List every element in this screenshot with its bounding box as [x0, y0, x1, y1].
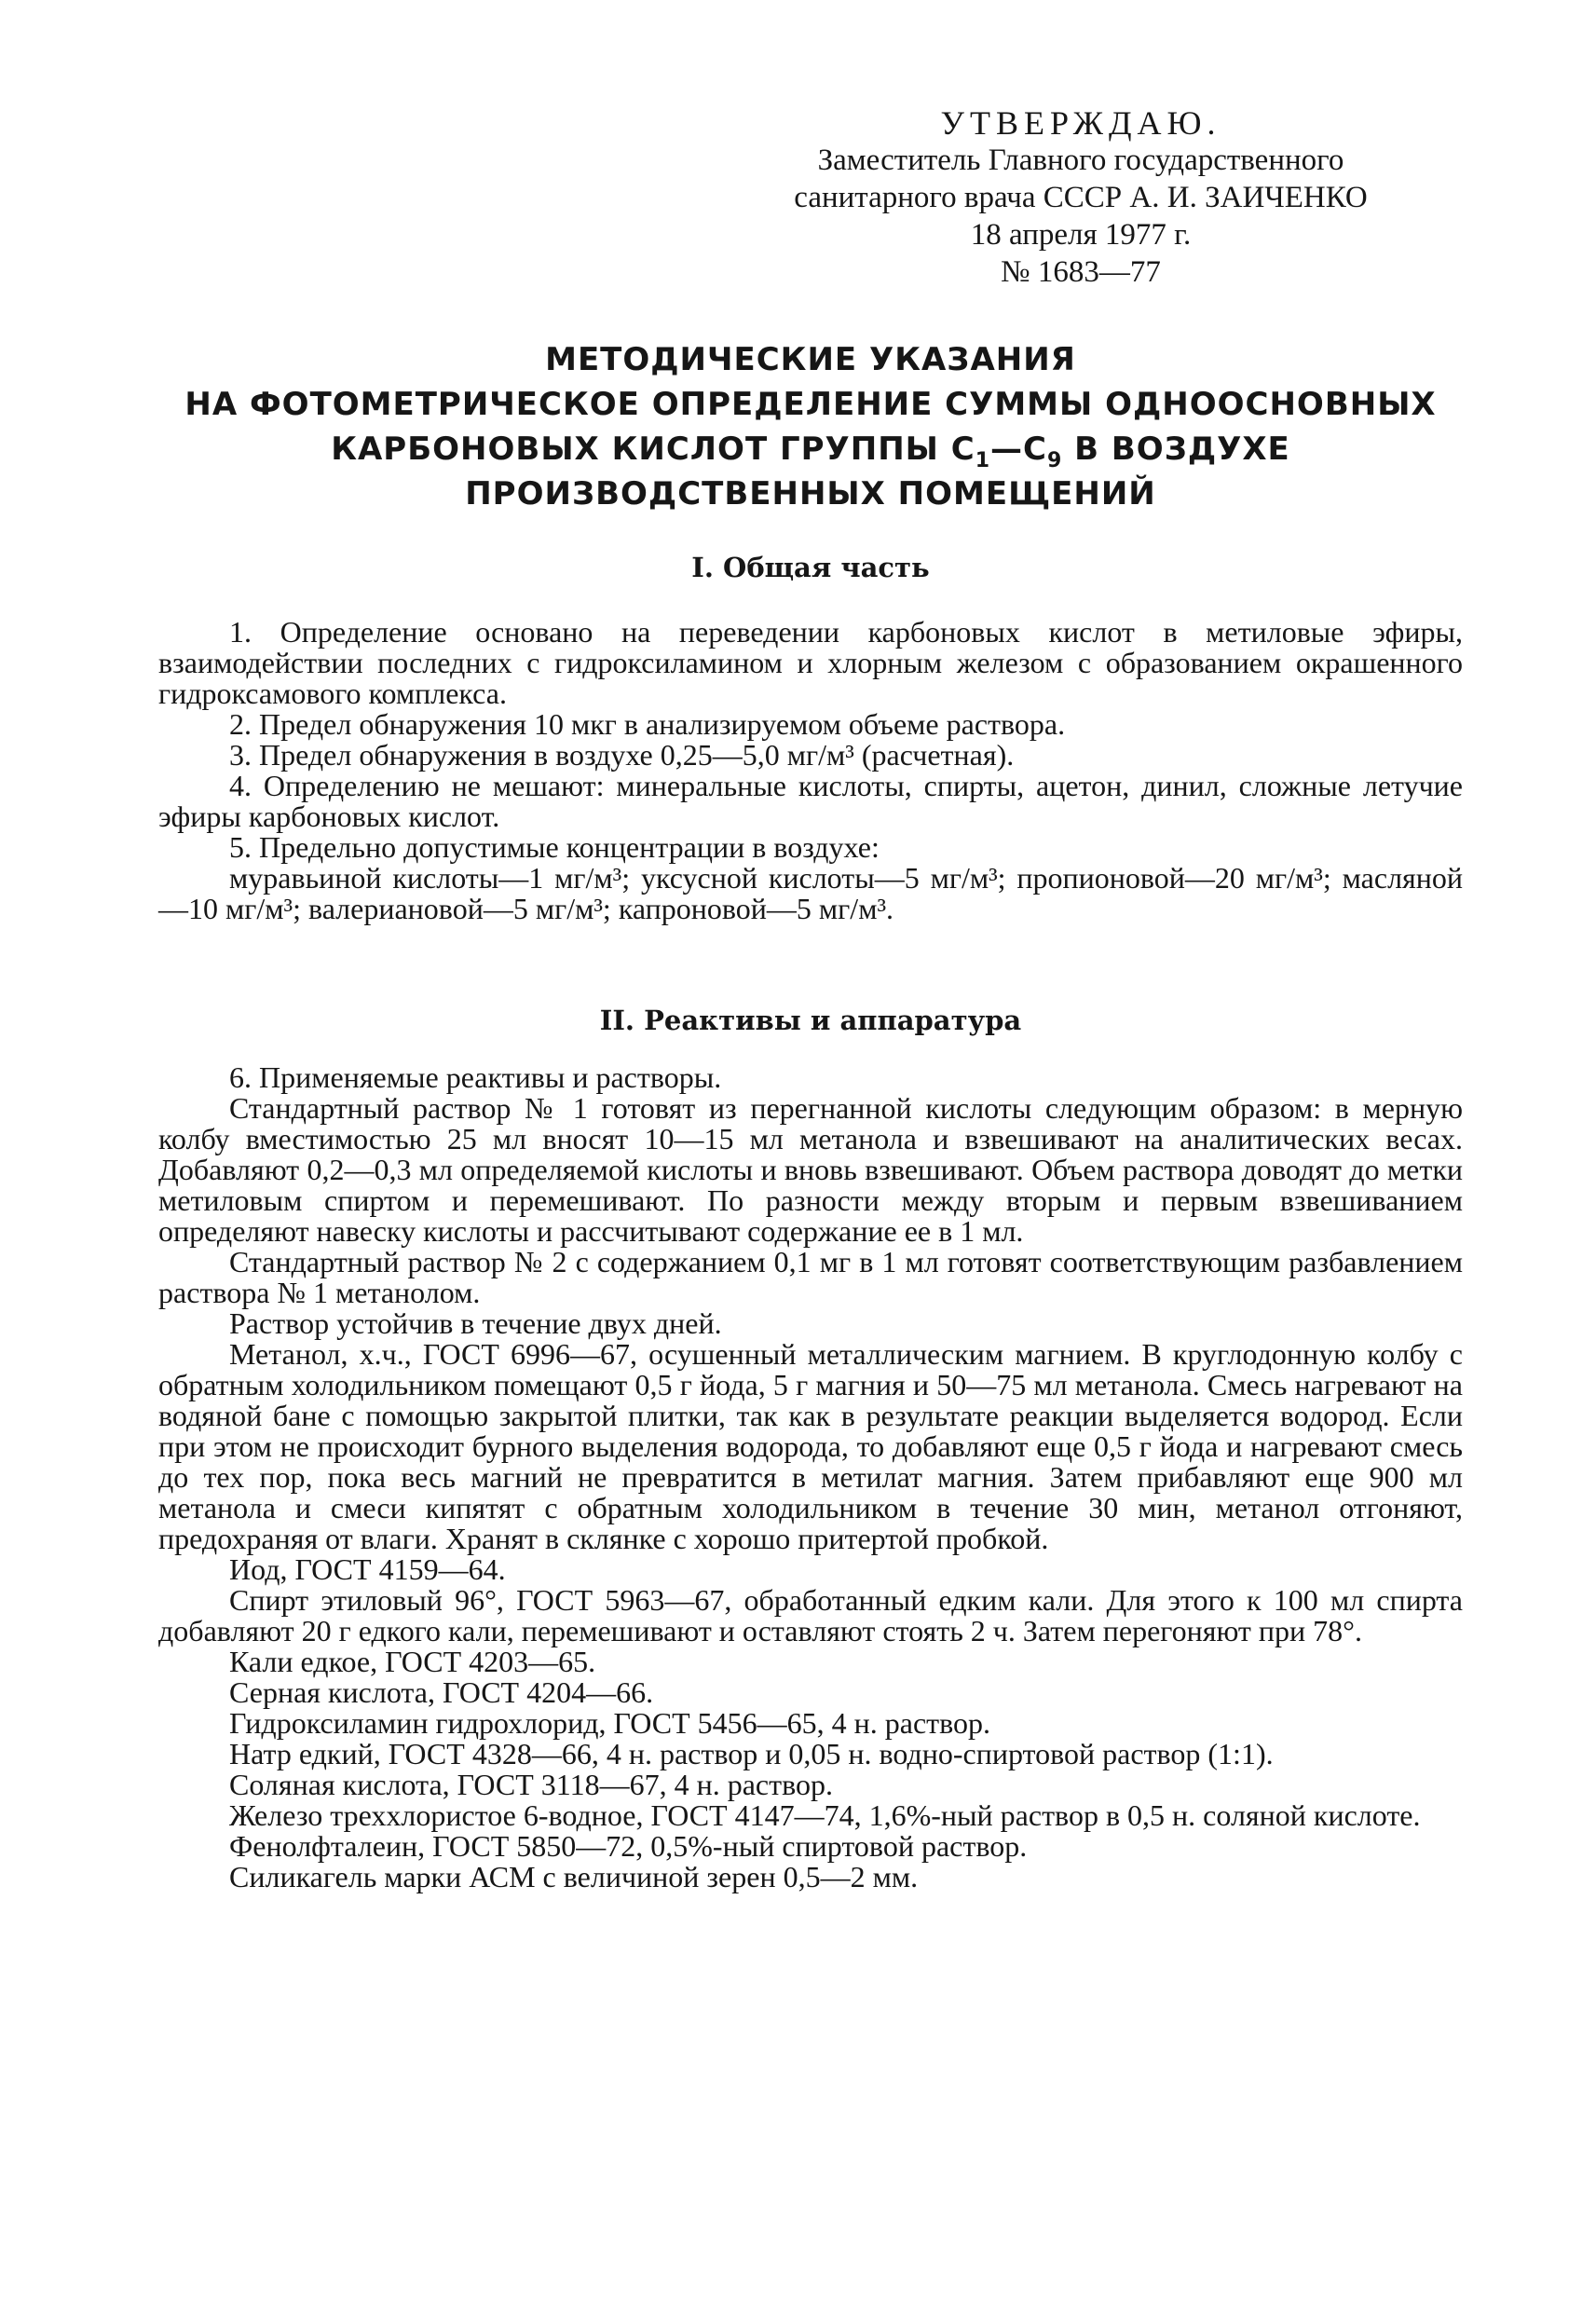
approver-position-line1: Заместитель Главного государственного: [817, 144, 1344, 177]
section-2-paragraph-12: Соляная кислота, ГОСТ 3118—67, 4 н. раствор.: [229, 1768, 833, 1801]
approval-block: [717, 104, 1444, 291]
section-2-paragraph-6: Иод, ГОСТ 4159—64.: [229, 1552, 506, 1586]
section-1-paragraph-1: 1. Определение основано на переведении карбоновых кислот в метиловые эфиры, взаимодействии последних с гидроксиламином и хлорным железом с образованием окрашенного гидроксамового комплекса.: [158, 615, 1463, 710]
section-2-paragraph-7: Спирт этиловый 96°, ГОСТ 5963—67, обработанный едким кали. Для этого к 100 мл спирта добавляют 20 г едкого кали, перемешивают и оставляют стоять 2 ч. Затем перегоняют при 78°.: [158, 1583, 1463, 1647]
approval-date: 18 апреля 1977 г.: [970, 218, 1192, 252]
section-1-paragraph-3: 3. Предел обнаружения в воздухе 0,25—5,0 мг/м³ (расчетная).: [229, 738, 1015, 772]
section-1-paragraph-2: 2. Предел обнаружения 10 мкг в анализируемом объеме раствора.: [229, 707, 1066, 741]
title-line-3-sub1: 1: [975, 448, 991, 472]
section-2-paragraph-15: Силикагель марки АСМ с величиной зерен 0,5—2 мм.: [229, 1860, 919, 1893]
title-line-4: ПРОИЗВОДСТВЕННЫХ ПОМЕЩЕНИЙ: [465, 475, 1156, 513]
section-2-paragraph-2: Стандартный раствор № 1 готовят из перегнанной кислоты следующим образом: в мерную колбу вместимостью 25 мл вносят 10—15 мл метанола и взвешивают на аналитических весах. Добавляют 0,2—0,3 мл определяемой кислоты и вновь взвешивают. Объем раствора доводят до метки метиловым спиртом и перемешивают. По разности между вторым и первым взвешиванием определяют навеску кислоты и рассчитывают содержание ее в 1 мл.: [158, 1091, 1463, 1248]
section-2-paragraph-13: Железо треххлористое 6-водное, ГОСТ 4147—74, 1,6%-ный раствор в 0,5 н. соляной кислоте.: [229, 1798, 1421, 1832]
approver-position-line2: санитарного врача СССР А. И. ЗАИЧЕНКО: [794, 181, 1368, 214]
section-1-body: [158, 617, 1463, 924]
title-line-1: МЕТОДИЧЕСКИЕ УКАЗАНИЯ: [545, 341, 1076, 378]
section-1-paragraph-6: муравьиной кислоты—1 мг/м³; уксусной кислоты—5 мг/м³; пропионовой—20 мг/м³; масляной—10 мг/м³; валериановой—5 мг/м³; капроновой—5 мг/м³.: [158, 861, 1463, 925]
title-line-3-sub2: 9: [1046, 448, 1063, 472]
section-2-paragraph-9: Серная кислота, ГОСТ 4204—66.: [229, 1675, 654, 1709]
section-2-paragraph-5: Метанол, х.ч., ГОСТ 6996—67, осушенный металлическим магнием. В круглодонную колбу с обратным холодильником помещают 0,5 г йода, 5 г магния и 50—75 мл метанола. Смесь нагревают на водяной бане с помощью закрытой плитки, так как в результате реакции выделяется водород. Если при этом не происходит бурного выделения водорода, то добавляют еще 0,5 г йода и нагревают смесь до тех пор, пока весь магний не превратится в метилат магния. Затем прибавляют еще 900 мл метанола и смеси кипятят с обратным холодильником в течение 30 мин, метанол отгоняют, предохраняя от влаги. Хранят в склянке с хорошо притертой пробкой.: [158, 1337, 1463, 1555]
section-2-paragraph-3: Стандартный раствор № 2 с содержанием 0,1 мг в 1 мл готовят соответствующим разбавлением раствора № 1 метанолом.: [158, 1245, 1463, 1309]
document-title: [112, 337, 1509, 516]
title-line-3-post: В ВОЗДУХЕ: [1062, 431, 1290, 468]
section-2-paragraph-4: Раствор устойчив в течение двух дней.: [229, 1306, 722, 1340]
section-2-paragraph-14: Фенолфталеин, ГОСТ 5850—72, 0,5%-ный спиртовой раствор.: [229, 1829, 1028, 1863]
section-2-body: [158, 1062, 1463, 1893]
title-line-3: [112, 427, 1509, 472]
title-line-3-mid: —C: [990, 431, 1047, 468]
document-number: № 1683—77: [1001, 255, 1161, 289]
approval-heading: УТВЕРЖДАЮ.: [940, 104, 1221, 142]
section-1-heading: I. Общая часть: [691, 552, 930, 583]
section-1-paragraph-5: 5. Предельно допустимые концентрации в воздухе:: [229, 830, 880, 864]
section-2-paragraph-1: 6. Применяемые реактивы и растворы.: [229, 1060, 722, 1094]
section-2-paragraph-10: Гидроксиламин гидрохлорид, ГОСТ 5456—65, 4 н. раствор.: [229, 1706, 991, 1740]
section-1-paragraph-4: 4. Определению не мешают: минеральные кислоты, спирты, ацетон, динил, сложные летучие эфиры карбоновых кислот.: [158, 769, 1463, 833]
section-2-paragraph-11: Натр едкий, ГОСТ 4328—66, 4 н. раствор и 0,05 н. водно-спиртовой раствор (1:1).: [229, 1737, 1274, 1770]
title-line-3-pre: КАРБОНОВЫХ КИСЛОТ ГРУППЫ C: [331, 431, 975, 468]
section-2-paragraph-8: Кали едкое, ГОСТ 4203—65.: [229, 1645, 596, 1678]
title-line-2: НА ФОТОМЕТРИЧЕСКОЕ ОПРЕДЕЛЕНИЕ СУММЫ ОДНООСНОВНЫХ: [184, 386, 1437, 423]
section-2-heading: II. Реактивы и аппаратура: [599, 1005, 1022, 1036]
